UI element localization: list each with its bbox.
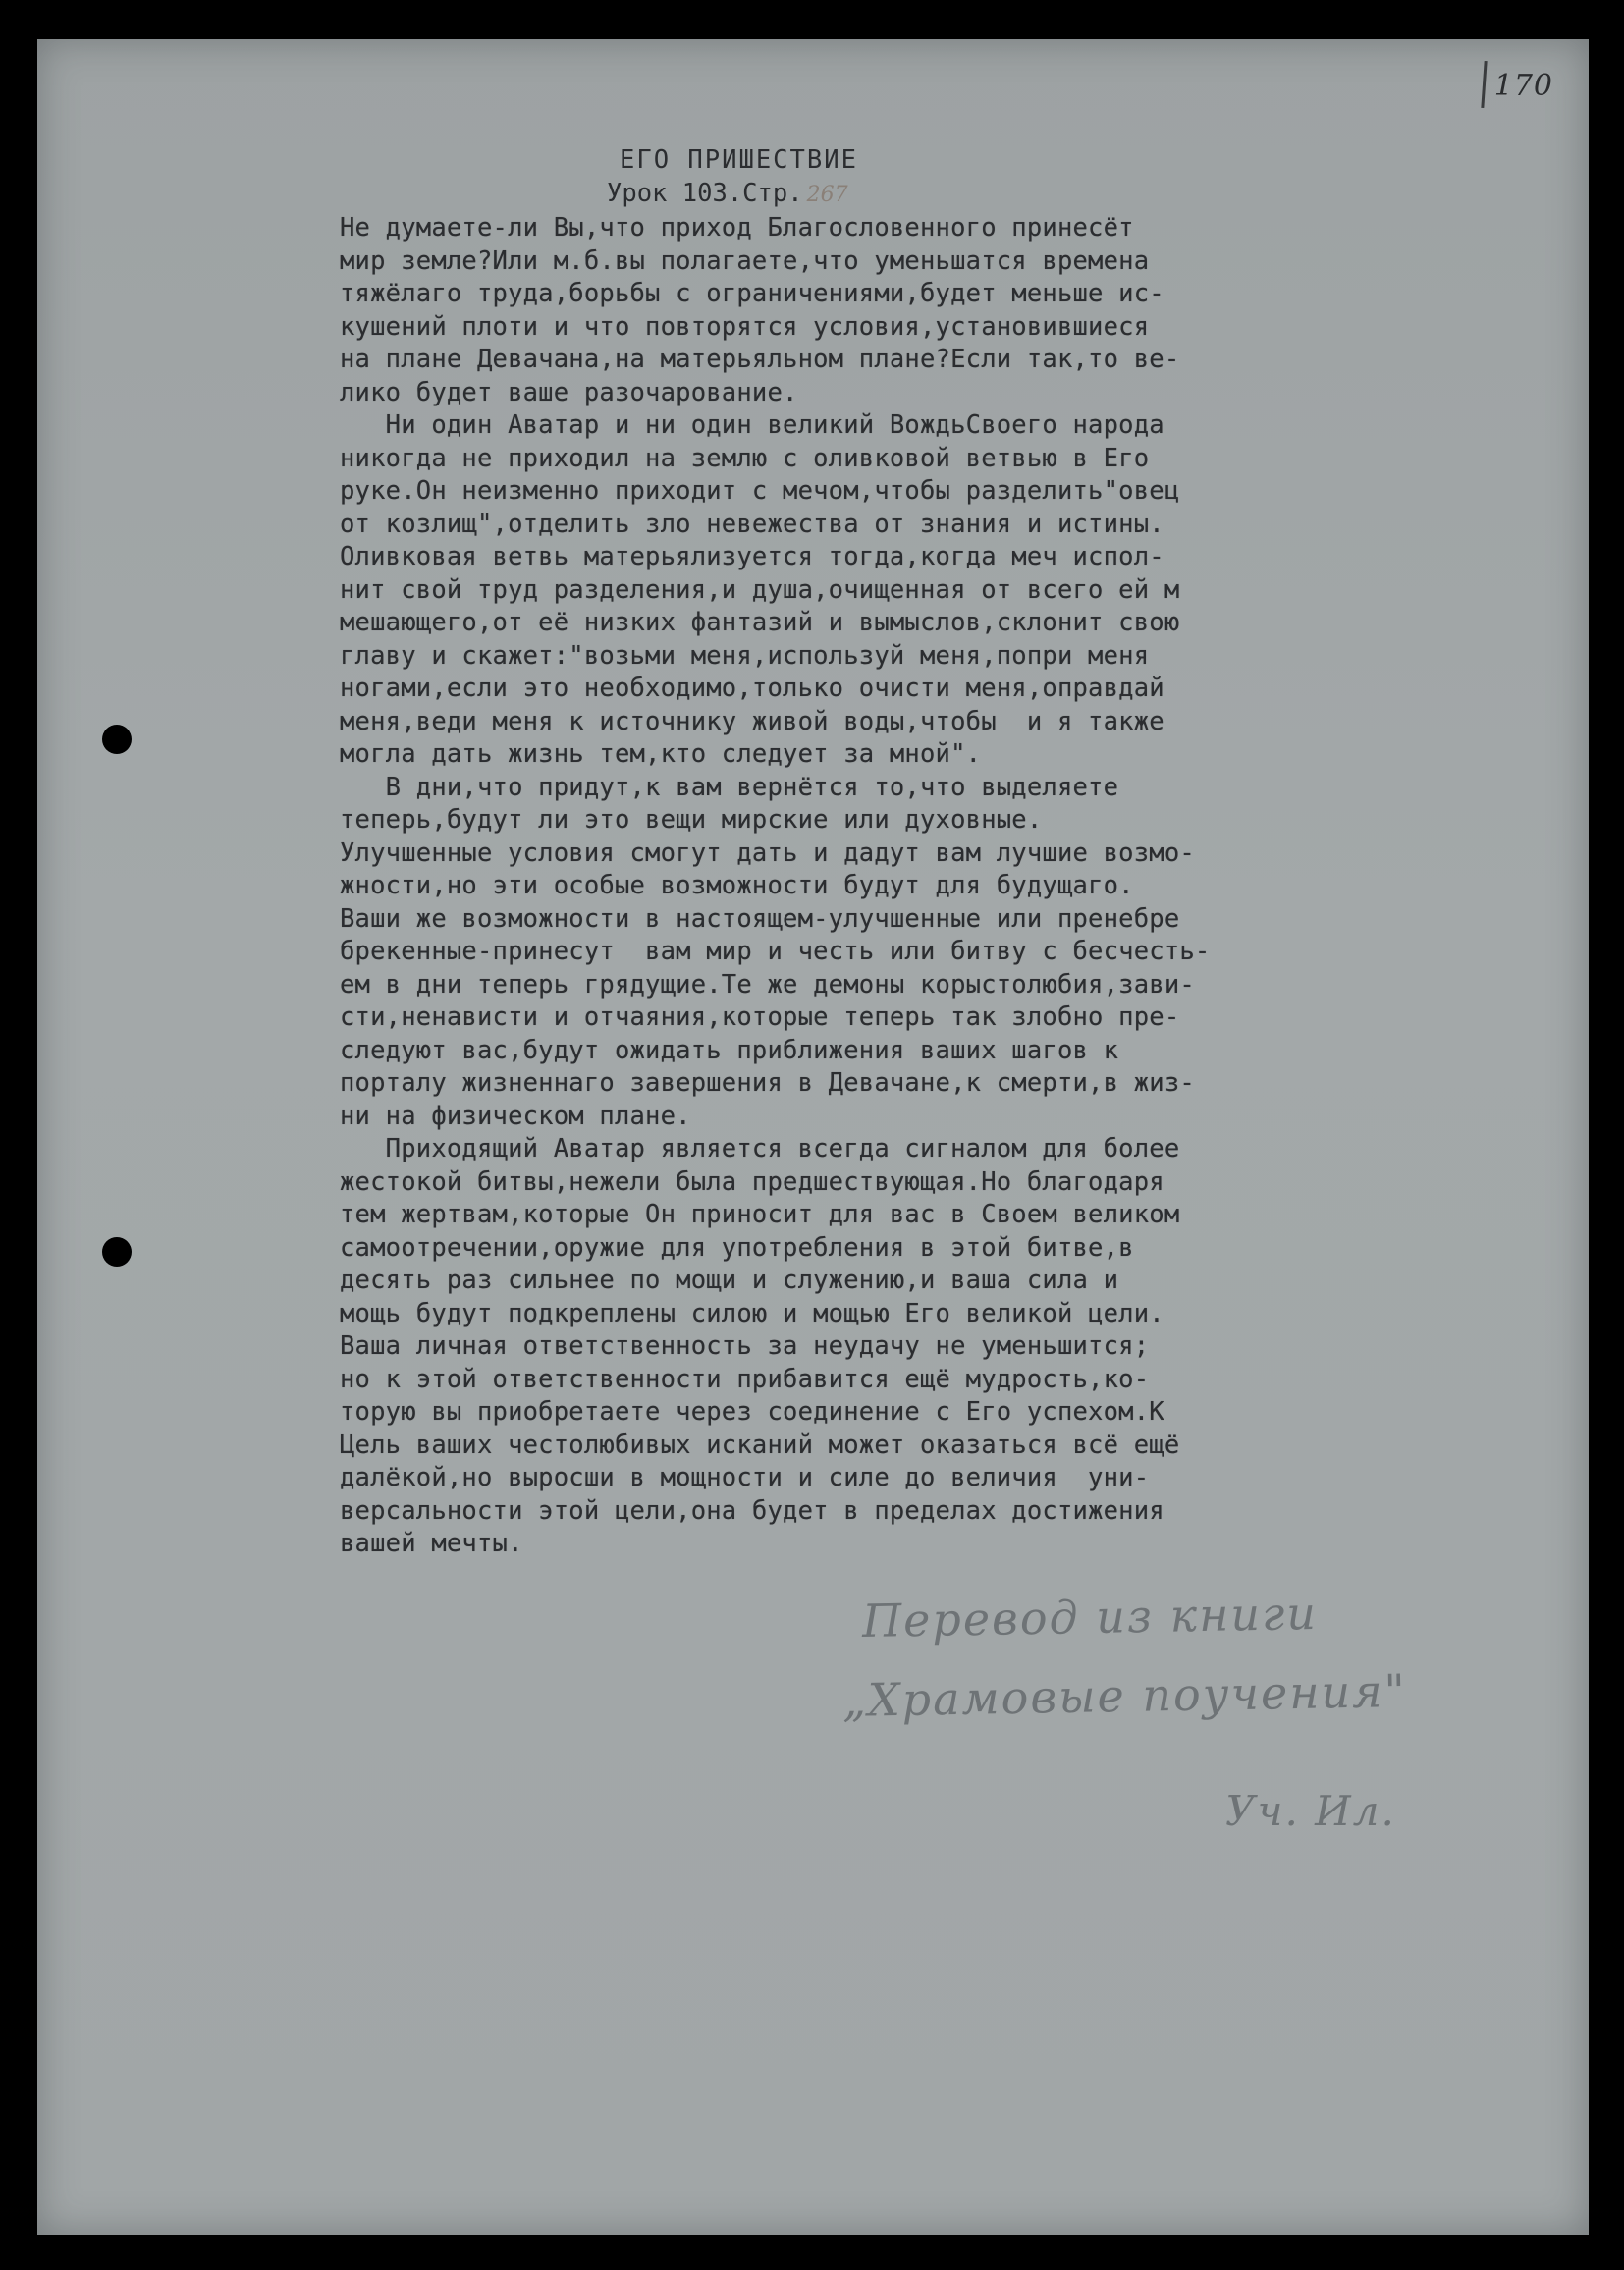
- text-line: самоотречении,оружие для употребления в этой битве,в: [340, 1232, 1134, 1263]
- text-line: Не думаете-ли Вы,что приход Благословенного принесёт: [340, 213, 1134, 243]
- text-line: на плане Девачана,на матерьяльном плане?Если так,то ве-: [340, 345, 1180, 374]
- archive-page-number: 170: [1493, 69, 1553, 103]
- text-line: ни на физическом плане.: [340, 1101, 691, 1131]
- text-line: нит свой труд разделения,и душа,очищенная от всего ей м: [340, 574, 1180, 605]
- text-line: от козлищ",отделить зло невежества от знания и истины.: [340, 509, 1164, 539]
- text-line: Ваша личная ответственность за неудачу не уменьшится;: [340, 1331, 1150, 1361]
- text-line: теперь,будут ли это вещи мирские или духовные.: [340, 805, 1043, 835]
- handwritten-note-line2: „Храмовые поучения": [841, 1663, 1408, 1728]
- text-line: Оливковая ветвь матерьялизуется тогда,когда меч испол-: [340, 542, 1164, 571]
- text-line: ногами,если это необходимо,только очисти меня,оправдай: [340, 674, 1164, 703]
- text-line: Приходящий Аватар является всегда сигналом для более: [340, 1134, 1180, 1163]
- text-line: главу и скажет:"возьми меня,используй меня,попри меня: [340, 640, 1150, 671]
- text-line: мощь будут подкреплены силою и мощью Его великой цели.: [340, 1298, 1164, 1328]
- text-line: версальности этой цели,она будет в пределах достижения: [340, 1495, 1164, 1526]
- lesson-label: Урок 103.Стр.: [607, 179, 803, 208]
- text-line: меня,веди меня к источнику живой воды,чтобы и я также: [340, 706, 1164, 736]
- text-line: но к этой ответственности прибавится ещё мудрость,ко-: [340, 1364, 1150, 1394]
- punch-hole-bottom: [102, 1237, 132, 1267]
- text-line: кушений плоти и что повторятся условия,установившиеся: [340, 311, 1150, 342]
- text-line: далёкой,но выросши в мощности и силе до величия уни-: [340, 1463, 1150, 1492]
- text-line: порталу жизненнаго завершения в Девачане,к смерти,в жиз-: [340, 1068, 1195, 1098]
- text-line: Ваши же возможности в настоящем-улучшенные или пренебре: [340, 903, 1180, 934]
- text-line: лико будет ваше разочарование.: [340, 377, 798, 407]
- text-line: мешающего,от её низких фантазий и вымыслов,склонит свою: [340, 608, 1180, 637]
- text-line: ем в дни теперь грядущие.Те же демоны корыстолюбия,зави-: [340, 969, 1195, 1000]
- text-line: жности,но эти особые возможности будут для будущаго.: [340, 871, 1134, 900]
- text-line: тем жертвам,которые Он приносит для вас в Своем великом: [340, 1200, 1180, 1229]
- text-line: руке.Он неизменно приходит с мечом,чтобы разделить"овец: [340, 476, 1180, 506]
- punch-hole-top: [102, 725, 132, 754]
- text-line: торую вы приобретаете через соединение с Его успехом.К: [340, 1397, 1164, 1427]
- document-title: ЕГО ПРИШЕСТВИЕ: [620, 145, 858, 175]
- document-body: [340, 212, 1479, 1561]
- text-line: Ни один Аватар и ни один великий ВождьСвоего народа: [340, 410, 1164, 440]
- handwritten-note-line1: Перевод из книги: [861, 1586, 1319, 1648]
- text-line: жестокой битвы,нежели была предшествующая.Но благодаря: [340, 1166, 1164, 1197]
- lesson-page-handwritten: 267: [806, 183, 848, 207]
- text-line: вашей мечты.: [340, 1529, 523, 1558]
- text-line: мир земле?Или м.б.вы полагаете,что уменьшатся времена: [340, 245, 1150, 276]
- text-line: Цель ваших честолюбивых исканий может оказаться всё ещё: [340, 1430, 1180, 1460]
- text-line: В дни,что придут,к вам вернётся то,что выделяете: [340, 772, 1119, 802]
- text-line: брекенные-принесут вам мир и честь или битву с бесчесть-: [340, 937, 1211, 966]
- text-line: сти,ненависти и отчаяния,которые теперь так злобно пре-: [340, 1002, 1180, 1032]
- text-line: тяжёлаго труда,борьбы с ограничениями,будет меньше ис-: [340, 279, 1164, 308]
- text-line: Улучшенные условия смогут дать и дадут вам лучшие возмо-: [340, 838, 1195, 868]
- text-line: могла дать жизнь тем,кто следует за мной".: [340, 739, 982, 769]
- handwritten-signature: Уч. Ил.: [1225, 1787, 1396, 1835]
- document-sheet: [37, 39, 1589, 2235]
- lesson-reference: [607, 179, 848, 208]
- text-line: десять раз сильнее по мощи и служению,и ваша сила и: [340, 1266, 1119, 1295]
- text-line: никогда не приходил на землю с оливковой ветвью в Его: [340, 443, 1150, 473]
- text-line: следуют вас,будут ожидать приближения ваших шагов к: [340, 1035, 1119, 1065]
